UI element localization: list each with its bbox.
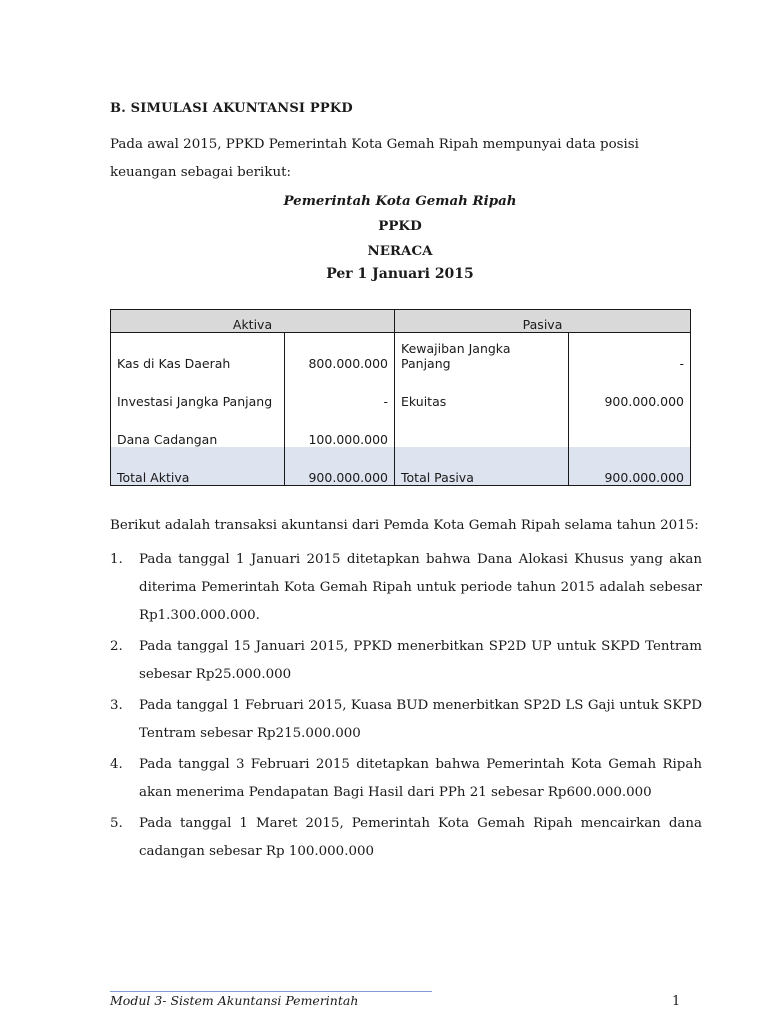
- list-item-text: Pada tanggal 15 Januari 2015, PPKD menerbitkan SP2D UP untuk SKPD Tentram sebesar Rp25.000.000: [139, 639, 702, 682]
- report-statement: NERACA: [367, 243, 433, 259]
- report-entity: Pemerintah Kota Gemah Ripah: [283, 193, 517, 209]
- header-aktiva: Aktiva: [111, 310, 395, 333]
- total-aktiva-value: 900.000.000: [285, 447, 395, 486]
- footer-divider: [110, 991, 432, 992]
- total-pasiva-value: 900.000.000: [569, 447, 691, 486]
- section-heading: B. SIMULASI AKUNTANSI PPKD: [110, 101, 353, 116]
- balance-sheet-table: [110, 309, 691, 486]
- list-item-number: 3.: [110, 698, 123, 713]
- transactions-list: [110, 546, 702, 866]
- list-item-text: Pada tanggal 1 Januari 2015 ditetapkan bahwa Dana Alokasi Khusus yang akan diterima Pemerintah Kota Gemah Ripah untuk periode tahun 2015 adalah sebesar Rp1.300.000.000.: [139, 552, 702, 623]
- table-row: [111, 333, 691, 372]
- total-pasiva-label: Total Pasiva: [395, 447, 569, 486]
- list-item: [110, 546, 702, 630]
- list-item: [110, 692, 702, 748]
- total-aktiva-label: Total Aktiva: [111, 447, 285, 486]
- transactions-section: [110, 512, 702, 869]
- aktiva-value: 800.000.000: [285, 333, 395, 372]
- aktiva-label: Investasi Jangka Panjang: [111, 371, 285, 409]
- aktiva-label: Kas di Kas Daerah: [111, 333, 285, 372]
- header-pasiva: Pasiva: [395, 310, 691, 333]
- aktiva-value: -: [285, 371, 395, 409]
- table-header-row: [111, 310, 691, 333]
- list-item-number: 4.: [110, 757, 123, 772]
- list-item-number: 5.: [110, 816, 123, 831]
- list-item: [110, 751, 702, 807]
- list-item: [110, 810, 702, 866]
- pasiva-label: [395, 409, 569, 447]
- report-date: Per 1 Januari 2015: [326, 266, 474, 282]
- list-item-text: Pada tanggal 1 Maret 2015, Pemerintah Kota Gemah Ripah mencairkan dana cadangan sebesar Rp 100.000.000: [139, 816, 702, 859]
- page-number: 1: [672, 994, 681, 1009]
- pasiva-label: Kewajiban Jangka Panjang: [395, 333, 569, 372]
- aktiva-value: 100.000.000: [285, 409, 395, 447]
- report-unit: PPKD: [378, 218, 422, 234]
- list-item-text: Pada tanggal 1 Februari 2015, Kuasa BUD menerbitkan SP2D LS Gaji untuk SKPD Tentram sebesar Rp215.000.000: [139, 698, 702, 741]
- pasiva-label: Ekuitas: [395, 371, 569, 409]
- transactions-intro: Berikut adalah transaksi akuntansi dari Pemda Kota Gemah Ripah selama tahun 2015:: [110, 518, 699, 533]
- list-item-number: 1.: [110, 552, 123, 567]
- list-item-number: 2.: [110, 639, 123, 654]
- list-item-text: Pada tanggal 3 Februari 2015 ditetapkan bahwa Pemerintah Kota Gemah Ripah akan menerima Pendapatan Bagi Hasil dari PPh 21 sebesar Rp600.000.000: [139, 757, 702, 800]
- list-item: [110, 633, 702, 689]
- pasiva-value: 900.000.000: [569, 371, 691, 409]
- table-row: [111, 409, 691, 447]
- pasiva-value: -: [569, 333, 691, 372]
- table-row: [111, 371, 691, 409]
- table-total-row: [111, 447, 691, 486]
- intro-paragraph: Pada awal 2015, PPKD Pemerintah Kota Gemah Ripah mempunyai data posisi keuangan sebagai berikut:: [110, 137, 639, 180]
- aktiva-label: Dana Cadangan: [111, 409, 285, 447]
- footer-text: Modul 3- Sistem Akuntansi Pemerintah: [110, 993, 359, 1008]
- pasiva-value: [569, 409, 691, 447]
